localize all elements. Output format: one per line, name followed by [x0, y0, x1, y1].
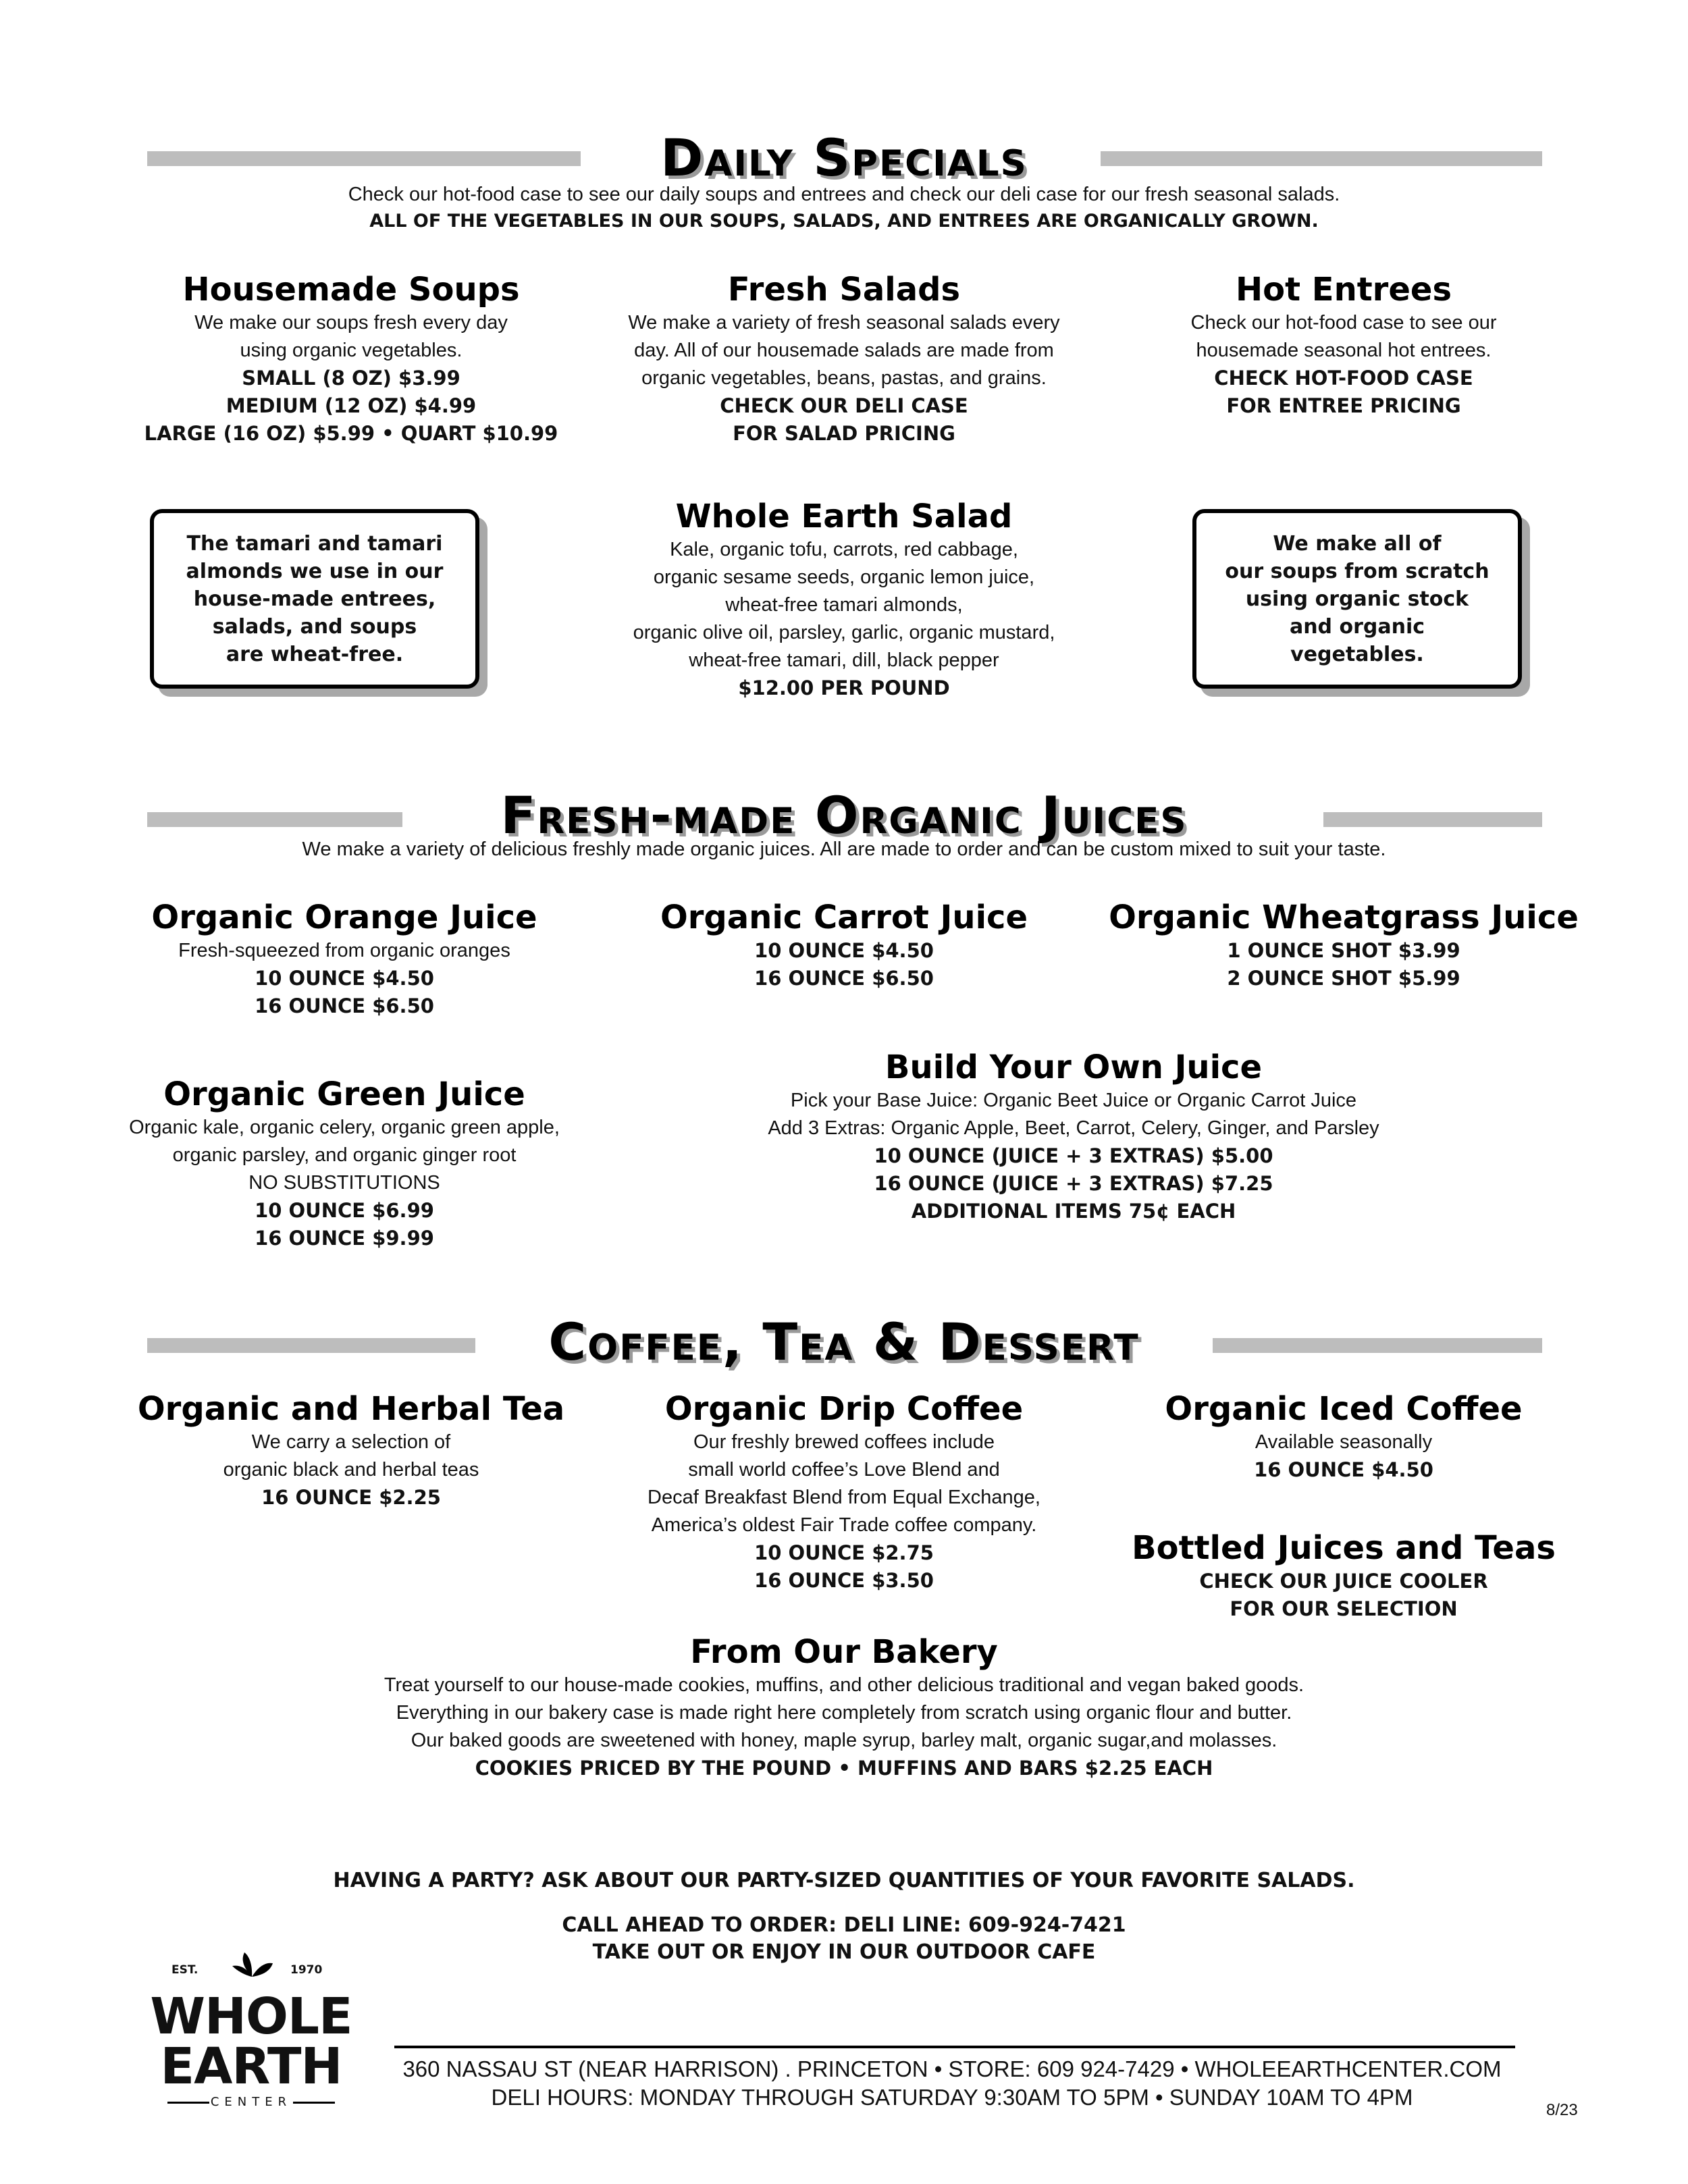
logo-whole: WHOLE — [150, 1988, 352, 2046]
item-desc: Add 3 Extras: Organic Apple, Beet, Carrot, Celery, Ginger, and Parsley — [768, 1117, 1379, 1139]
item-desc: organic black and herbal teas — [223, 1459, 479, 1481]
menu-item-herbal-tea — [95, 1389, 608, 1512]
logo-rule-right — [293, 2102, 335, 2104]
item-desc: We carry a selection of — [251, 1431, 451, 1453]
item-title: Organic and Herbal Tea — [137, 1390, 565, 1428]
item-price: LARGE (16 OZ) $5.99 • QUART $10.99 — [144, 422, 558, 445]
item-price: SMALL (8 OZ) $3.99 — [242, 367, 460, 390]
juices-title: Fresh-made Organic Juices — [500, 785, 1188, 845]
logo-center: CENTER — [210, 2095, 292, 2109]
item-price: 16 OUNCE $3.50 — [754, 1569, 934, 1592]
item-desc: Our freshly brewed coffees include — [693, 1431, 995, 1453]
store-address: 360 NASSAU ST (NEAR HARRISON) . PRINCETON • STORE: 609 924-7429 • WHOLEEARTHCENTER.COM — [402, 2056, 1502, 2081]
wheat-free-note-box — [150, 509, 479, 689]
item-desc: organic sesame seeds, organic lemon juice, — [653, 566, 1035, 588]
item-price: MEDIUM (12 OZ) $4.99 — [226, 394, 477, 417]
item-desc: Our baked goods are sweetened with honey, maple syrup, barley malt, organic sugar,and molasses. — [411, 1730, 1277, 1751]
whole-earth-logo — [144, 1948, 358, 2110]
item-price: 16 OUNCE $4.50 — [1254, 1458, 1433, 1481]
item-desc: organic parsley, and organic ginger root — [172, 1144, 517, 1166]
note-line: vegetables. — [1290, 642, 1424, 666]
item-price: 10 OUNCE $4.50 — [754, 939, 934, 962]
menu-item-whole-earth-salad — [574, 497, 1114, 702]
note-line: The tamari and tamari — [186, 531, 443, 556]
item-desc: using organic vegetables. — [240, 340, 463, 361]
item-price: 16 OUNCE $9.99 — [255, 1227, 434, 1250]
note-line: are wheat-free. — [226, 642, 404, 666]
menu-item-build-your-own-juice — [702, 1048, 1445, 1225]
item-desc: Kale, organic tofu, carrots, red cabbage, — [670, 539, 1018, 560]
menu-item-bottled-juices — [1094, 1528, 1593, 1623]
item-price: 16 OUNCE (JUICE + 3 EXTRAS) $7.25 — [874, 1172, 1273, 1195]
menu-item-hot-entrees — [1107, 270, 1580, 420]
note-line: using organic stock — [1245, 587, 1469, 611]
item-desc: Check our hot-food case to see our — [1190, 312, 1497, 334]
item-desc: small world coffee’s Love Blend and — [688, 1459, 1000, 1481]
item-price: 16 OUNCE $6.50 — [754, 967, 934, 990]
logo-rule-left — [167, 2102, 209, 2104]
item-desc: organic vegetables, beans, pastas, and grains. — [641, 367, 1047, 389]
call-ahead: CALL AHEAD TO ORDER: DELI LINE: 609-924-7421 — [562, 1913, 1126, 1937]
menu-item-drip-coffee — [594, 1389, 1094, 1595]
menu-item-fresh-salads — [581, 270, 1107, 448]
footer-rule — [394, 2046, 1515, 2048]
item-price: CHECK OUR JUICE COOLER — [1199, 1570, 1488, 1593]
daily-intro: Check our hot-food case to see our daily soups and entrees and check our deli case for our fresh seasonal salads. — [348, 184, 1340, 205]
note-line: our soups from scratch — [1225, 559, 1489, 583]
menu-item-carrot-juice — [594, 898, 1094, 992]
note-line: almonds we use in our — [186, 559, 444, 583]
item-desc: housemade seasonal hot entrees. — [1196, 340, 1492, 361]
scratch-soups-note-box — [1192, 509, 1522, 689]
item-title: Housemade Soups — [182, 271, 520, 309]
version-stamp: 8/23 — [1546, 2101, 1578, 2119]
item-title: From Our Bakery — [690, 1633, 998, 1671]
takeout-note: TAKE OUT OR ENJOY IN OUR OUTDOOR CAFE — [592, 1940, 1096, 1964]
menu-item-wheatgrass-juice — [1094, 898, 1593, 992]
item-title: Hot Entrees — [1235, 271, 1452, 309]
item-desc: Available seasonally — [1255, 1431, 1433, 1453]
party-note: HAVING A PARTY? ASK ABOUT OUR PARTY-SIZED QUANTITIES OF YOUR FAVORITE SALADS. — [333, 1869, 1355, 1892]
item-desc: Treat yourself to our house-made cookies, muffins, and other delicious traditional and vegan baked goods. — [384, 1674, 1304, 1696]
daily-specials-title: Daily Specials — [660, 128, 1028, 188]
item-price: 2 OUNCE SHOT $5.99 — [1227, 967, 1460, 990]
item-desc: Decaf Breakfast Blend from Equal Exchange, — [648, 1487, 1040, 1508]
item-title: Organic Drip Coffee — [664, 1390, 1024, 1428]
note-line: house-made entrees, — [193, 587, 436, 611]
coffee-title: Coffee, Tea & Dessert — [548, 1312, 1140, 1372]
item-desc: Organic kale, organic celery, organic green apple, — [129, 1117, 560, 1138]
menu-item-bakery — [203, 1632, 1485, 1782]
item-desc: wheat-free tamari, dill, black pepper — [689, 649, 999, 671]
menu-item-green-juice — [95, 1075, 594, 1252]
item-price: COOKIES PRICED BY THE POUND • MUFFINS AND BARS $2.25 EACH — [475, 1757, 1213, 1780]
logo-year: 1970 — [290, 1963, 323, 1977]
menu-item-iced-coffee — [1094, 1389, 1593, 1484]
item-price: 10 OUNCE $6.99 — [255, 1199, 434, 1222]
item-price: 10 OUNCE $2.75 — [754, 1541, 934, 1564]
item-price: FOR ENTREE PRICING — [1226, 394, 1461, 417]
item-title: Organic Iced Coffee — [1165, 1390, 1523, 1428]
menu-item-orange-juice — [95, 898, 594, 1020]
item-desc: Pick your Base Juice: Organic Beet Juice or Organic Carrot Juice — [790, 1090, 1357, 1111]
juices-intro: We make a variety of delicious freshly made organic juices. All are made to order and can be custom mixed to suit your taste. — [302, 838, 1386, 860]
item-price: FOR OUR SELECTION — [1230, 1597, 1458, 1620]
item-price: 16 OUNCE $6.50 — [255, 994, 434, 1017]
item-desc: wheat-free tamari almonds, — [725, 594, 963, 616]
item-desc: NO SUBSTITUTIONS — [248, 1172, 440, 1194]
note-line: and organic — [1289, 614, 1425, 639]
item-price: 10 OUNCE $4.50 — [255, 967, 434, 990]
item-desc: Everything in our bakery case is made right here completely from scratch using organic flour and butter. — [396, 1702, 1292, 1724]
item-desc: America’s oldest Fair Trade coffee company. — [651, 1514, 1037, 1536]
item-title: Organic Orange Juice — [151, 899, 537, 936]
item-desc: day. All of our housemade salads are made from — [634, 340, 1054, 361]
menu-item-housemade-soups — [108, 270, 594, 448]
item-title: Whole Earth Salad — [675, 498, 1013, 535]
item-title: Fresh Salads — [727, 271, 961, 309]
item-desc: We make a variety of fresh seasonal salads every — [628, 312, 1060, 334]
deli-hours: DELI HOURS: MONDAY THROUGH SATURDAY 9:30AM TO 5PM • SUNDAY 10AM TO 4PM — [491, 2085, 1413, 2110]
item-price: CHECK OUR DELI CASE — [720, 394, 968, 417]
logo-earth: EARTH — [160, 2037, 342, 2096]
item-desc: organic olive oil, parsley, garlic, organic mustard, — [633, 622, 1055, 643]
item-price: 10 OUNCE (JUICE + 3 EXTRAS) $5.00 — [874, 1144, 1273, 1167]
item-title: Organic Wheatgrass Juice — [1109, 899, 1579, 936]
daily-intro-bold: ALL OF THE VEGETABLES IN OUR SOUPS, SALADS, AND ENTREES ARE ORGANICALLY GROWN. — [369, 211, 1319, 232]
item-title: Bottled Juices and Teas — [1132, 1529, 1556, 1567]
note-line: We make all of — [1273, 531, 1442, 556]
item-price: $12.00 PER POUND — [738, 676, 950, 699]
item-title: Organic Carrot Juice — [660, 899, 1028, 936]
item-desc: We make our soups fresh every day — [194, 312, 508, 334]
item-price: 1 OUNCE SHOT $3.99 — [1227, 939, 1460, 962]
logo-est: EST. — [172, 1963, 199, 1977]
item-price: 16 OUNCE $2.25 — [261, 1486, 441, 1509]
item-price: FOR SALAD PRICING — [733, 422, 955, 445]
note-line: salads, and soups — [212, 614, 417, 639]
item-price: CHECK HOT-FOOD CASE — [1214, 367, 1473, 390]
item-title: Organic Green Juice — [163, 1075, 525, 1113]
item-desc: Fresh-squeezed from organic oranges — [178, 940, 510, 961]
item-title: Build Your Own Juice — [885, 1048, 1263, 1086]
item-price: ADDITIONAL ITEMS 75¢ EACH — [911, 1200, 1236, 1223]
